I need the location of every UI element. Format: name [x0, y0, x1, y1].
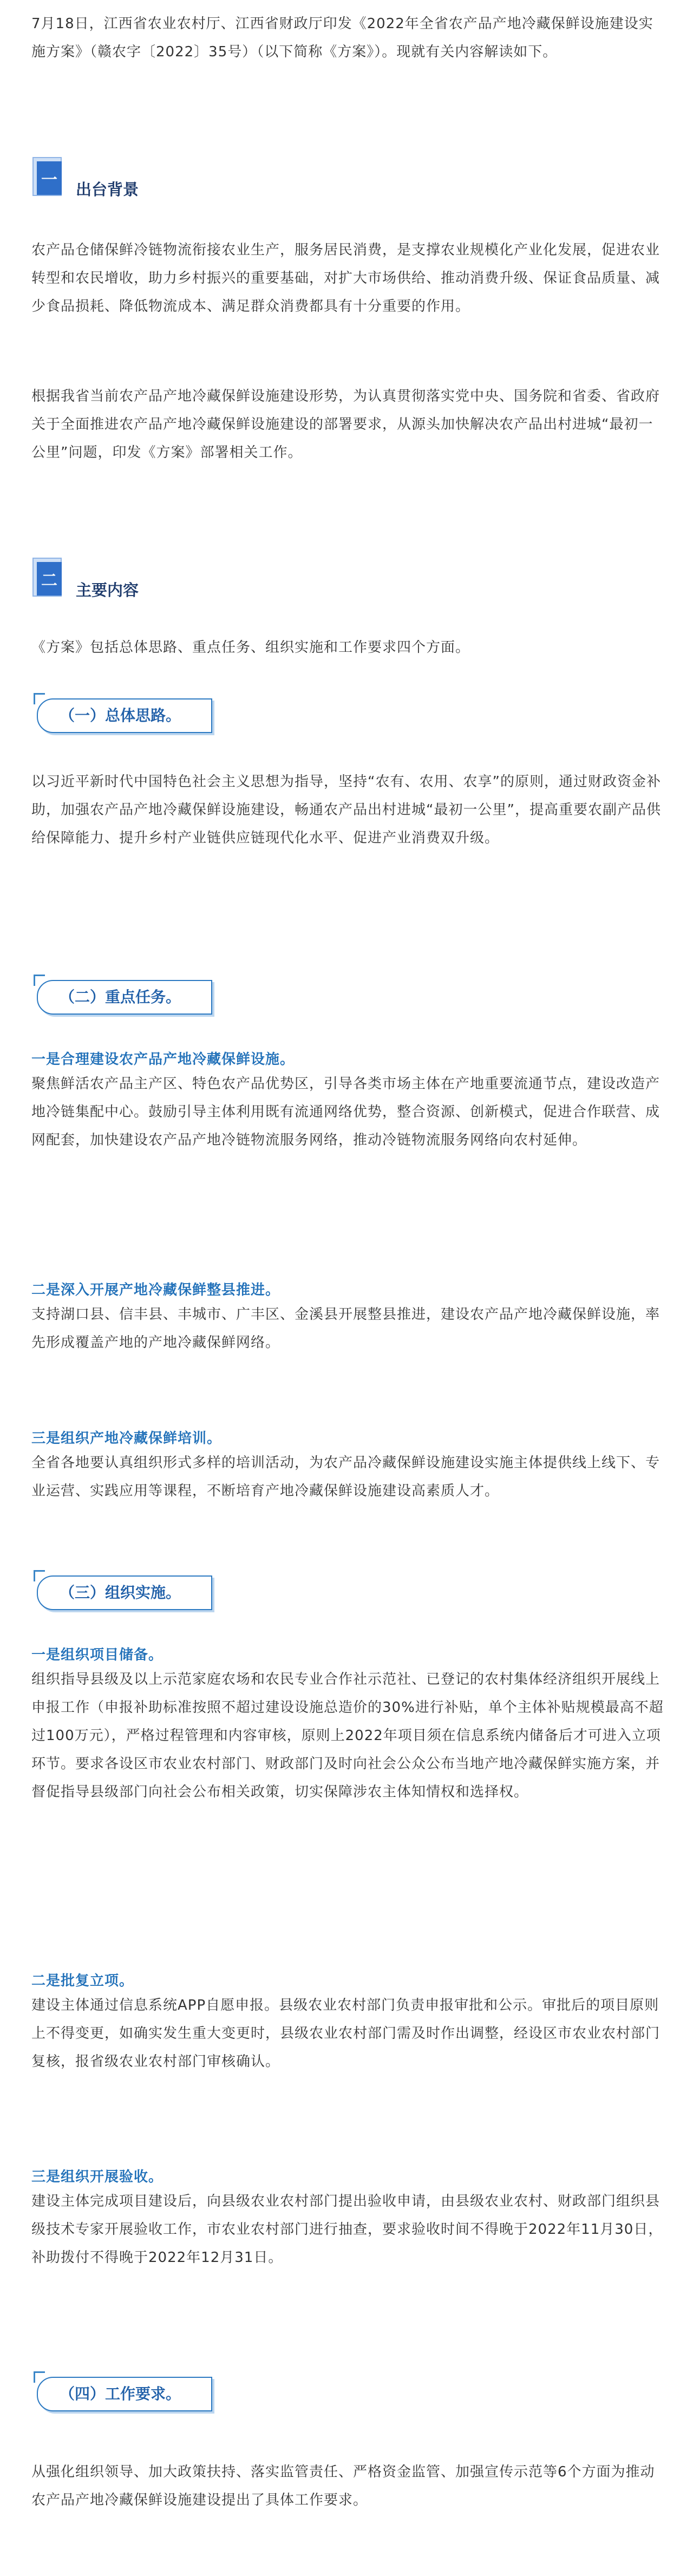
implementation-heading-2: 二是批复立项。	[31, 1973, 134, 1989]
subheading-key-tasks: （二）重点任务。	[34, 975, 228, 1018]
section-number-icon: 一	[32, 157, 65, 200]
intro-paragraph: 7月18日，江西省农业农村厅、江西省财政厅印发《2022年全省农产品产地冷藏保鲜设施建设实施方案》（赣农字〔2022〕35号）（以下简称《方案》）。现就有关内容解读如下。	[31, 16, 653, 60]
subheading-work-requirements: （四）工作要求。	[34, 2371, 228, 2415]
background-paragraph-1: 农产品仓储保鲜冷链物流衔接农业生产，服务居民消费，是支撑农业规模化产业化发展，促进农业转型和农民增收，助力乡村振兴的重要基础，对扩大市场供给、推动消费升级、保证食品质量、减少食品损耗、降低物流成本、满足群众消费都具有十分重要的作用。	[31, 242, 661, 315]
overall-approach-paragraph: 以习近平新时代中国特色社会主义思想为指导，坚持“农有、农用、农享”的原则，通过财政资金补助，加强农产品产地冷藏保鲜设施建设，畅通农产品出村进城“最初一公里”，提高重要农副产品供给保障能力、提升乡村产业链供应链现代化水平、促进产业消费双升级。	[31, 774, 661, 846]
background-paragraph-2: 根据我省当前农产品产地冷藏保鲜设施建设形势，为认真贯彻落实党中央、国务院和省委、省政府关于全面推进农产品产地冷藏保鲜设施建设的部署要求，从源头加快解决农产品出村进城“最初一公里”问题，印发《方案》部署相关工作。	[31, 388, 661, 461]
key-task-paragraph-2: 支持湖口县、信丰县、丰城市、广丰区、金溪县开展整县推进，建设农产品产地冷藏保鲜设施，率先形成覆盖产地的产地冷藏保鲜网络。	[31, 1306, 661, 1351]
implementation-heading-3: 三是组织开展验收。	[31, 2169, 164, 2185]
key-task-heading-3: 三是组织产地冷藏保鲜培训。	[31, 1430, 222, 1447]
key-task-paragraph-1: 聚焦鲜活农产品主产区、特色农产品优势区，引导各类市场主体在产地重要流通节点，建设改造产地冷链集配中心。鼓励引导主体利用既有流通网络优势，整合资源、创新模式，促进合作联营、成网配套，加快建设农产品产地冷链物流服务网络，推动冷链物流服务网络向农村延伸。	[31, 1076, 661, 1148]
section-heading-background	[32, 157, 357, 211]
section-number-icon: 二	[32, 558, 65, 601]
section-title: 出台背景	[76, 180, 139, 199]
key-task-heading-1: 一是合理建设农产品产地冷藏保鲜设施。	[31, 1051, 295, 1068]
implementation-paragraph-2: 建设主体通过信息系统APP自愿申报。县级农业农村部门负责申报审批和公示。审批后的项目原则上不得变更，如确实发生重大变更时，县级农业农村部门需及时作出调整，经设区市农业农村部门复核，报省级农业农村部门审核确认。	[31, 1997, 661, 2070]
implementation-paragraph-3: 建设主体完成项目建设后，向县级农业农村部门提出验收申请，由县级农业农村、财政部门组织县级技术专家开展验收工作，市农业农村部门进行抽查，要求验收时间不得晚于2022年11月30日，补助拨付不得晚于2022年12月31日。	[31, 2193, 663, 2266]
key-task-paragraph-3: 全省各地要认真组织形式多样的培训活动，为农产品冷藏保鲜设施建设实施主体提供线上线下、专业运营、实践应用等课程，不断培育产地冷藏保鲜设施建设高素质人才。	[31, 1455, 661, 1499]
key-task-heading-2: 二是深入开展产地冷藏保鲜整县推进。	[31, 1282, 280, 1298]
implementation-paragraph-1: 组织指导县级及以上示范家庭农场和农民专业合作社示范社、已登记的农村集体经济组织开展线上申报工作（申报补助标准按照不超过建设设施总造价的30%进行补贴，单个主体补贴规模最高不超过100万元），严格过程管理和内容审核，原则上2022年项目须在信息系统内储备后才可进入立项环节。要求各设区市农业农村部门、财政部门及时向社会公众公布当地产地冷藏保鲜实施方案，并督促指导县级部门向社会公布相关政策，切实保障涉农主体知情权和选择权。	[31, 1671, 664, 1800]
section-heading-main-content	[32, 558, 357, 612]
section-title: 主要内容	[76, 581, 139, 599]
subheading-overall-approach: （一）总体思路。	[34, 693, 228, 736]
implementation-heading-1: 一是组织项目储备。	[31, 1647, 164, 1663]
subheading-implementation: （三）组织实施。	[34, 1570, 228, 1613]
main-content-paragraph: 《方案》包括总体思路、重点任务、组织实施和工作要求四个方面。	[31, 639, 470, 656]
work-requirements-paragraph: 从强化组织领导、加大政策扶持、落实监管责任、严格资金监管、加强宣传示范等6个方面为推动农产品产地冷藏保鲜设施建设提出了具体工作要求。	[31, 2464, 655, 2508]
